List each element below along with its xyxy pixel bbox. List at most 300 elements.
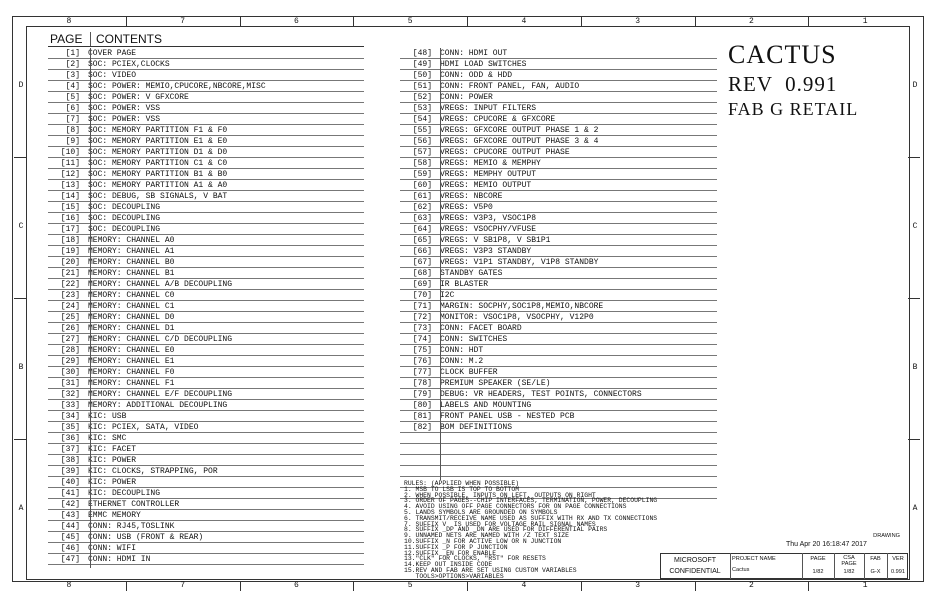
page-title: VREGS: MEMIO & MEMPHY	[440, 159, 541, 168]
page-title: MEMORY: CHANNEL B1	[88, 269, 175, 278]
contents-row	[48, 334, 364, 345]
page-title: KIC: USB	[88, 412, 127, 421]
rule-line: 7. SUFFIX V IS USED FOR VOLTAGE RAIL SIGNAL NAMES	[404, 520, 596, 528]
page-title: CONN: FRONT PANEL, FAN, AUDIO	[440, 82, 580, 91]
page-number: [54]	[412, 115, 432, 124]
contents-row	[400, 290, 717, 301]
page-number: [69]	[412, 280, 432, 289]
page-number: [43]	[60, 511, 80, 520]
page-title: EMMC MEMORY	[88, 511, 141, 520]
page-title: CONN: POWER	[440, 93, 493, 102]
page-title: VREGS: CPUCORE & GFXCORE	[440, 115, 556, 124]
contents-row	[400, 389, 717, 400]
page-number: [75]	[412, 346, 432, 355]
rule-line: 6. TRANSMIT/RECEIVE NAME USED AS SUFFIX WITH RX AND TX CONNECTIONS	[404, 514, 658, 522]
page-title: I2C	[440, 291, 455, 300]
page-title: KIC: CLOCKS, STRAPPING, POR	[88, 467, 218, 476]
page-title: SOC: MEMORY PARTITION C1 & C0	[88, 159, 228, 168]
contents-row	[48, 180, 364, 191]
page-number: [37]	[60, 445, 80, 454]
rule-line: 2. WHEN POSSIBLE, INPUTS ON LEFT, OUTPUTS ON RIGHT	[404, 491, 596, 499]
rule-line: 14.KEEP OUT INSIDE CODE	[404, 561, 493, 569]
contents-row	[400, 411, 717, 422]
page-number: [6]	[65, 104, 80, 113]
contents-row	[48, 466, 364, 477]
zone-divider	[808, 17, 809, 27]
page-number: [14]	[60, 192, 80, 201]
zone-col-label: 5	[407, 581, 413, 590]
page-title: SOC: MEMORY PARTITION D1 & D0	[88, 148, 228, 157]
page-number: [61]	[412, 192, 432, 201]
page-title: MEMORY: CHANNEL B0	[88, 258, 175, 267]
csa-page-value: 1/82	[843, 569, 855, 575]
rule-line: 1. MSB TO LSB IS TOP TO BOTTOM	[404, 485, 520, 493]
contents-row	[400, 323, 717, 334]
page-title: MEMORY: CHANNEL E1	[88, 357, 175, 366]
contents-row	[400, 114, 717, 125]
page-number: [48]	[412, 49, 432, 58]
page-number: [72]	[412, 313, 432, 322]
page-number: [73]	[412, 324, 432, 333]
contents-row	[400, 444, 717, 455]
page-title: CONN: HDT	[440, 346, 484, 355]
contents-row	[48, 169, 364, 180]
page-value: 1/82	[812, 569, 824, 575]
contents-row	[48, 92, 364, 103]
page-number: [33]	[60, 401, 80, 410]
page-number: [11]	[60, 159, 80, 168]
csa-page-label: CSA PAGE	[841, 555, 857, 567]
page-number: [23]	[60, 291, 80, 300]
contents-row	[400, 312, 717, 323]
contents-row	[400, 246, 717, 257]
page-title: VREGS: NBCORE	[440, 192, 503, 201]
contents-row	[48, 301, 364, 312]
contents-row	[400, 136, 717, 147]
contents-row	[48, 290, 364, 301]
page-title: MEMORY: CHANNEL F1	[88, 379, 175, 388]
fab-value: G-X	[870, 569, 881, 575]
page-title: CONN: FACET BOARD	[440, 324, 522, 333]
tb-divider-3	[834, 553, 835, 579]
contents-row	[400, 279, 717, 290]
page-number: [26]	[60, 324, 80, 333]
contents-row	[400, 191, 717, 202]
page-title: MEMORY: CHANNEL C/D DECOUPLING	[88, 335, 233, 344]
company-name: MICROSOFT	[674, 557, 716, 564]
contents-row	[48, 279, 364, 290]
zone-row-label: B	[912, 362, 918, 372]
zone-row-label: D	[18, 80, 24, 90]
contents-row	[400, 70, 717, 81]
contents-row	[48, 125, 364, 136]
page-number: [63]	[412, 214, 432, 223]
page-number: [7]	[65, 115, 80, 124]
zone-col-label: 5	[407, 17, 413, 26]
page-title: KIC: SMC	[88, 434, 127, 443]
contents-row	[48, 323, 364, 334]
page-title: STANDBY GATES	[440, 269, 503, 278]
page-title: CONN: SWITCHES	[440, 335, 508, 344]
contents-row	[48, 114, 364, 125]
zone-divider	[14, 298, 26, 299]
page-title: CONN: HDMI OUT	[440, 49, 508, 58]
page-title: KIC: POWER	[88, 478, 137, 487]
contents-row	[48, 136, 364, 147]
contents-row	[48, 543, 364, 554]
contents-row	[400, 169, 717, 180]
page-title: MEMORY: CHANNEL E/F DECOUPLING	[88, 390, 233, 399]
contents-row	[48, 147, 364, 158]
page-title: SOC: VIDEO	[88, 71, 137, 80]
contents-row	[48, 70, 364, 81]
rule-line: 9. UNNAMED NETS ARE NAMED WITH /Z TEXT SIZE	[404, 532, 569, 540]
contents-row	[48, 268, 364, 279]
contents-row	[48, 224, 364, 235]
page-title: SOC: MEMORY PARTITION E1 & E0	[88, 137, 228, 146]
page-number: [68]	[412, 269, 432, 278]
contents-row	[48, 356, 364, 367]
contents-row	[48, 411, 364, 422]
page-number: [42]	[60, 500, 80, 509]
page-number: [3]	[65, 71, 80, 80]
contents-row	[400, 356, 717, 367]
page-title: MEMORY: CHANNEL D1	[88, 324, 175, 333]
zone-col-label: 3	[635, 581, 641, 590]
page-title: CONN: WIFI	[88, 544, 137, 553]
page-title: MEMORY: CHANNEL D0	[88, 313, 175, 322]
page-title: PREMIUM SPEAKER (SE/LE)	[440, 379, 551, 388]
contents-row	[400, 433, 717, 444]
page-title: KIC: PCIEX, SATA, VIDEO	[88, 423, 199, 432]
contents-row	[48, 433, 364, 444]
drawing-label: DRAWING	[873, 533, 900, 539]
page-title: KIC: DECOUPLING	[88, 489, 161, 498]
confidential-label: CONFIDENTIAL	[669, 568, 721, 575]
page-title: MEMORY: ADDITIONAL DECOUPLING	[88, 401, 228, 410]
zone-col-label: 7	[180, 581, 186, 590]
zone-col-label: 2	[748, 581, 754, 590]
page-title: SOC: MEMORY PARTITION B1 & B0	[88, 170, 228, 179]
page-number: [76]	[412, 357, 432, 366]
page-title: VREGS: MEMPHY OUTPUT	[440, 170, 537, 179]
zone-divider	[581, 581, 582, 591]
page-title: CLOCK BUFFER	[440, 368, 498, 377]
page-number: [36]	[60, 434, 80, 443]
page-number: [60]	[412, 181, 432, 190]
page-number: [31]	[60, 379, 80, 388]
contents-column-header: CONTENTS	[96, 32, 162, 46]
rule-line: 13."CLK" FOR CLOCKS, "RST" FOR RESETS	[404, 555, 546, 563]
zone-row-label: A	[18, 503, 24, 513]
page-title: SOC: DECOUPLING	[88, 203, 161, 212]
zone-row-label: C	[912, 221, 918, 231]
page-number: [82]	[412, 423, 432, 432]
zone-col-label: 1	[862, 17, 868, 26]
page-number: [15]	[60, 203, 80, 212]
page-title: MEMORY: CHANNEL C0	[88, 291, 175, 300]
contents-row	[400, 334, 717, 345]
header-underline	[48, 46, 364, 47]
fab-label: FAB G RETAIL	[728, 99, 859, 119]
zone-divider	[14, 439, 26, 440]
rule-line: 12.SUFFIX _EN FOR ENABLE	[404, 549, 497, 557]
page-number: [81]	[412, 412, 432, 421]
page-number: [27]	[60, 335, 80, 344]
page-number: [12]	[60, 170, 80, 179]
page-number: [65]	[412, 236, 432, 245]
contents-row	[48, 257, 364, 268]
page-number: [66]	[412, 247, 432, 256]
contents-row	[48, 59, 364, 70]
rule-line: 8. SUFFIX _DP AND _DN ARE USED FOR DIFFERENTIAL PAIRS	[404, 526, 608, 534]
page-number: [32]	[60, 390, 80, 399]
page-number: [22]	[60, 280, 80, 289]
page-title: VREGS: V1P1 STANDBY, V1P8 STANDBY	[440, 258, 599, 267]
zone-row-label: A	[912, 503, 918, 513]
rule-line: 10.SUFFIX _N FOR ACTIVE LOW OR N JUNCTION	[404, 537, 562, 545]
page-number: [49]	[412, 60, 432, 69]
page-number: [58]	[412, 159, 432, 168]
page-number: [9]	[65, 137, 80, 146]
page-number: [20]	[60, 258, 80, 267]
page-column-header: PAGE	[50, 32, 83, 46]
zone-col-label: 2	[748, 17, 754, 26]
page-number: [56]	[412, 137, 432, 146]
rule-line: 5. LANDS SYMBOLS ARE GROUNDED ON SYMBOLS	[404, 508, 558, 516]
page-title: VREGS: V3P3, VSOC1P8	[440, 214, 537, 223]
rule-line: TOOLS>OPTIONS>VARIABLES	[404, 572, 504, 580]
page-title: SOC: MEMORY PARTITION A1 & A0	[88, 181, 228, 190]
contents-row	[48, 488, 364, 499]
drawing-date: Thu Apr 20 16:18:47 2017	[786, 541, 867, 548]
page-number: [51]	[412, 82, 432, 91]
page-title: KIC: FACET	[88, 445, 137, 454]
zone-col-label: 6	[293, 581, 299, 590]
zone-labels-bottom	[12, 581, 922, 591]
contents-row	[400, 466, 717, 477]
page-number: [62]	[412, 203, 432, 212]
page-number: [41]	[60, 489, 80, 498]
page-title: VREGS: GFXCORE OUTPUT PHASE 3 & 4	[440, 137, 599, 146]
page-number: [74]	[412, 335, 432, 344]
page-title: SOC: POWER: V GFXCORE	[88, 93, 189, 102]
zone-row-label: D	[912, 80, 918, 90]
page-number: [1]	[65, 49, 80, 58]
contents-row	[48, 378, 364, 389]
page-number: [64]	[412, 225, 432, 234]
ver-value: 0.991	[891, 569, 905, 575]
page-number: [47]	[60, 555, 80, 564]
page-number: [16]	[60, 214, 80, 223]
zone-divider	[908, 298, 920, 299]
page-title: SOC: MEMORY PARTITION F1 & F0	[88, 126, 228, 135]
page-title: MEMORY: CHANNEL C1	[88, 302, 175, 311]
zone-divider	[240, 581, 241, 591]
contents-row	[400, 103, 717, 114]
page-number: [57]	[412, 148, 432, 157]
page-title: VREGS: INPUT FILTERS	[440, 104, 537, 113]
zone-divider	[695, 17, 696, 27]
zone-divider	[467, 581, 468, 591]
page-title: BOM DEFINITIONS	[440, 423, 513, 432]
contents-row	[48, 235, 364, 246]
contents-row	[48, 422, 364, 433]
zone-col-label: 1	[862, 581, 868, 590]
zone-row-label: C	[18, 221, 24, 231]
contents-row	[48, 521, 364, 532]
page-number: [29]	[60, 357, 80, 366]
rule-line: 3. ORDER OF PAGES--CHIP INTERFACES, TERMINATION, POWER, DECOUPLING	[404, 497, 658, 505]
page-title: COVER PAGE	[88, 49, 137, 58]
contents-row	[400, 235, 717, 246]
page-number: [34]	[60, 412, 80, 421]
page-title: SOC: DECOUPLING	[88, 225, 161, 234]
contents-row	[48, 455, 364, 466]
page-number: [46]	[60, 544, 80, 553]
zone-col-label: 8	[66, 17, 72, 26]
page-title: ETHERNET CONTROLLER	[88, 500, 180, 509]
page-number: [52]	[412, 93, 432, 102]
right-number-divider	[440, 48, 441, 480]
page-title: IR BLASTER	[440, 280, 489, 289]
contents-row	[400, 422, 717, 433]
zone-divider	[908, 157, 920, 158]
zone-row-label: B	[18, 362, 24, 372]
page-title: LABELS AND MOUNTING	[440, 401, 532, 410]
page-title: VREGS: VSOCPHY/VFUSE	[440, 225, 537, 234]
page-title: MEMORY: CHANNEL F0	[88, 368, 175, 377]
fab-label-cell: FAB	[870, 556, 881, 562]
contents-row	[48, 312, 364, 323]
page-number: [18]	[60, 236, 80, 245]
contents-row	[400, 59, 717, 70]
zone-col-label: 7	[180, 17, 186, 26]
contents-row	[400, 147, 717, 158]
zone-divider	[126, 581, 127, 591]
contents-row	[48, 389, 364, 400]
contents-row	[400, 367, 717, 378]
project-name-value: Cactus	[732, 567, 750, 573]
zone-col-label: 4	[521, 17, 527, 26]
contents-row	[400, 224, 717, 235]
zone-labels-left	[14, 16, 28, 580]
page-title: MEMORY: CHANNEL A/B DECOUPLING	[88, 280, 233, 289]
page-title: DEBUG: VR HEADERS, TEST POINTS, CONNECTORS	[440, 390, 642, 399]
contents-row	[400, 213, 717, 224]
page-number: [28]	[60, 346, 80, 355]
page-title: VREGS: V3P3 STANDBY	[440, 247, 532, 256]
contents-row	[400, 400, 717, 411]
page-title: VREGS: MEMIO OUTPUT	[440, 181, 532, 190]
rule-line: 4. AVOID USING OFF PAGE CONNECTORS FOR ON PAGE CONNECTIONS	[404, 503, 627, 511]
zone-divider	[240, 17, 241, 27]
page-number: [24]	[60, 302, 80, 311]
page-number: [5]	[65, 93, 80, 102]
rules-heading: RULES: (APPLIED WHEN POSSIBLE)	[404, 480, 520, 487]
page-number: [4]	[65, 82, 80, 91]
zone-labels-top	[12, 17, 922, 27]
contents-row	[48, 213, 364, 224]
page-title: VREGS: GFXCORE OUTPUT PHASE 1 & 2	[440, 126, 599, 135]
page-number: [30]	[60, 368, 80, 377]
header-divider	[90, 32, 91, 46]
zone-col-label: 3	[635, 17, 641, 26]
page-number: [19]	[60, 247, 80, 256]
page-title: SOC: POWER: MEMIO,CPUCORE,NBCORE,MISC	[88, 82, 266, 91]
contents-row	[48, 532, 364, 543]
page-number: [71]	[412, 302, 432, 311]
tb-divider-1	[730, 553, 731, 579]
contents-row	[48, 345, 364, 356]
page-number: [38]	[60, 456, 80, 465]
page-number: [77]	[412, 368, 432, 377]
page-title: SOC: DECOUPLING	[88, 214, 161, 223]
contents-row	[400, 378, 717, 389]
page-title: CONN: M.2	[440, 357, 484, 366]
page-title: VREGS: CPUCORE OUTPUT PHASE	[440, 148, 570, 157]
contents-row	[48, 510, 364, 521]
contents-row	[48, 81, 364, 92]
page-number: [8]	[65, 126, 80, 135]
contents-row	[48, 103, 364, 114]
zone-divider	[581, 17, 582, 27]
page-number: [2]	[65, 60, 80, 69]
page-number: [10]	[60, 148, 80, 157]
page-title: CONN: ODD & HDD	[440, 71, 513, 80]
zone-labels-right	[908, 16, 922, 580]
page-number: [45]	[60, 533, 80, 542]
page-title: VREGS: V5P0	[440, 203, 493, 212]
page-title: SOC: POWER: VSS	[88, 104, 161, 113]
page-title: CONN: RJ45,TOSLINK	[88, 522, 175, 531]
page-number: [59]	[412, 170, 432, 179]
zone-divider	[353, 17, 354, 27]
left-number-divider	[90, 48, 91, 568]
contents-row	[400, 455, 717, 466]
zone-col-label: 4	[521, 581, 527, 590]
page-title: SOC: POWER: VSS	[88, 115, 161, 124]
rule-line: 15.REV AND FAB ARE SET USING CUSTOM VARIABLES	[404, 566, 577, 574]
contents-row	[400, 301, 717, 312]
zone-divider	[808, 581, 809, 591]
page-number: [25]	[60, 313, 80, 322]
page-number: [40]	[60, 478, 80, 487]
contents-row	[400, 202, 717, 213]
page-number: [21]	[60, 269, 80, 278]
contents-row	[48, 367, 364, 378]
contents-row	[400, 158, 717, 169]
zone-divider	[353, 581, 354, 591]
contents-row	[400, 345, 717, 356]
page-number: [17]	[60, 225, 80, 234]
page-title: MEMORY: CHANNEL E0	[88, 346, 175, 355]
contents-row	[400, 81, 717, 92]
page-title: SOC: DEBUG, SB SIGNALS, V BAT	[88, 192, 228, 201]
page-title: MONITOR: VSOC1P8, VSOCPHY, V12P0	[440, 313, 594, 322]
page-title: CONN: HDMI IN	[88, 555, 151, 564]
contents-row	[48, 400, 364, 411]
page-label: PAGE	[810, 556, 826, 562]
page-number: [70]	[412, 291, 432, 300]
contents-row	[48, 202, 364, 213]
zone-col-label: 6	[293, 17, 299, 26]
contents-row	[48, 444, 364, 455]
page-number: [55]	[412, 126, 432, 135]
page-title: FRONT PANEL USB - NESTED PCB	[440, 412, 575, 421]
page-title: CONN: USB (FRONT & REAR)	[88, 533, 204, 542]
page-number: [79]	[412, 390, 432, 399]
